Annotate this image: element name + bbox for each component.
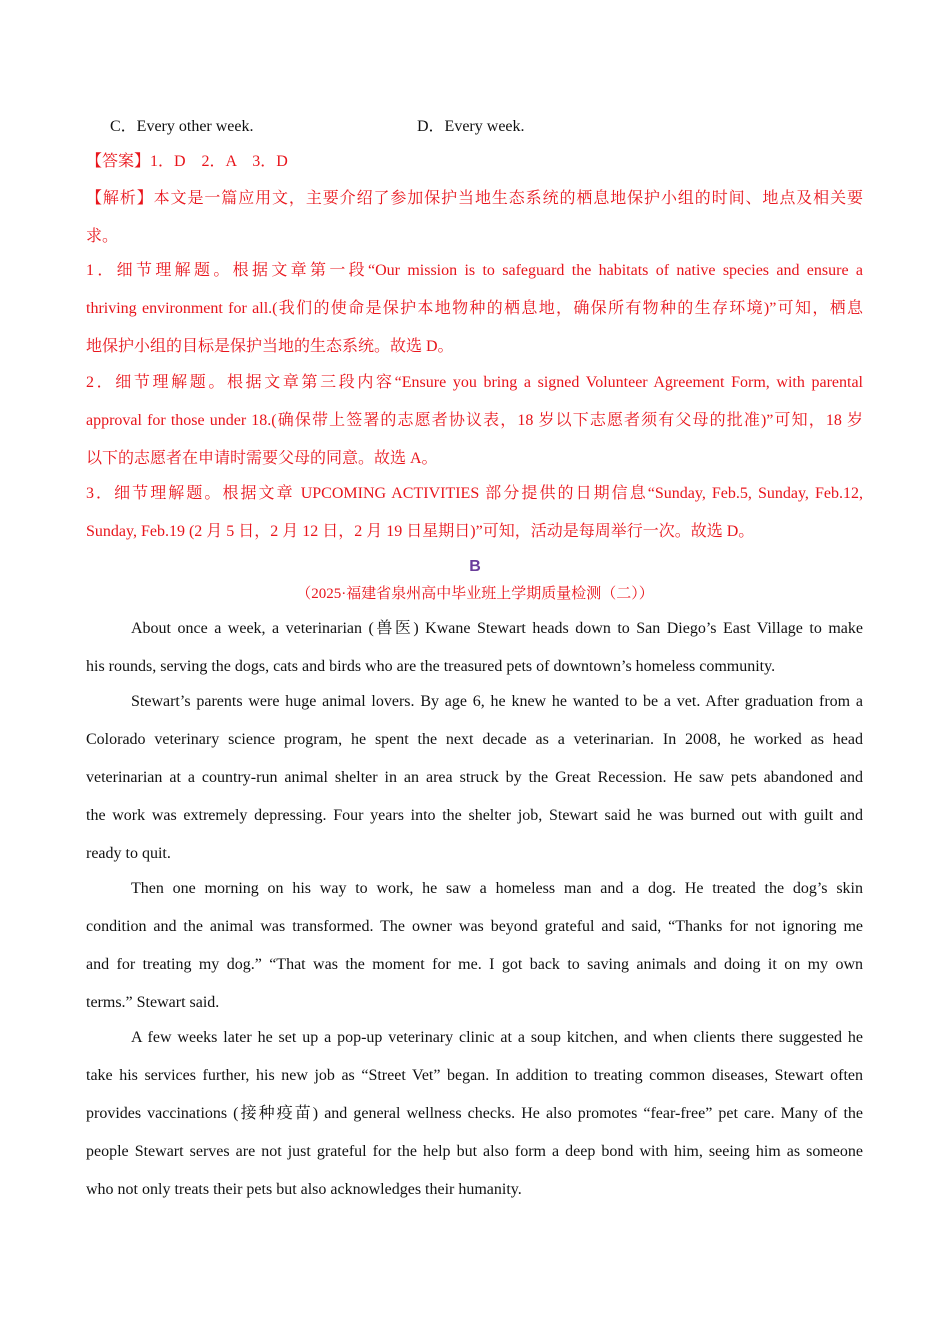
passage-p2-line-2: Colorado veterinary science program, he spent the next decade as a veterinarian. In 2008, he worked as head xyxy=(86,731,863,748)
analysis-item-1-line-2: thriving environment for all.(我们的使命是保护本地物种的栖息地，确保所有物种的生存环境)”可知，栖息 xyxy=(86,300,863,317)
analysis-intro-line-2: 求。 xyxy=(86,228,119,245)
passage-p4-line-4: people Stewart serves are not just grateful for the help but also form a deep bond with him, seeing him as someone xyxy=(86,1143,863,1160)
option-c: C．Every other week. xyxy=(110,118,254,135)
analysis-item-2-line-3: 以下的志愿者在申请时需要父母的同意。故选 A。 xyxy=(86,450,438,467)
analysis-item-1-line-1: 1．细节理解题。根据文章第一段“Our mission is to safeguard the habitats of native species and ensure a xyxy=(86,262,863,279)
section-letter: B xyxy=(469,558,481,575)
analysis-item-2-line-1: 2．细节理解题。根据文章第三段内容“Ensure you bring a signed Volunteer Agreement Form, with parental xyxy=(86,374,863,391)
passage-p4-line-5: who not only treats their pets but also acknowledges their humanity. xyxy=(86,1181,522,1198)
analysis-item-2-line-2: approval for those under 18.(确保带上签署的志愿者协议表，18 岁以下志愿者须有父母的批准)”可知，18 岁 xyxy=(86,412,863,429)
passage-p3-line-1: Then one morning on his way to work, he saw a homeless man and a dog. He treated the dog’s skin xyxy=(131,880,863,897)
passage-p2-line-4: the work was extremely depressing. Four years into the shelter job, Stewart said he was burned out with guilt and xyxy=(86,807,863,824)
analysis-item-1-line-3: 地保护小组的目标是保护当地的生态系统。故选 D。 xyxy=(86,338,454,355)
passage-p3-line-4: terms.” Stewart said. xyxy=(86,994,220,1011)
passage-p1-line-1: About once a week, a veterinarian (兽医) Kwane Stewart heads down to San Diego’s East Village to make xyxy=(131,620,863,637)
option-d: D．Every week. xyxy=(417,118,525,135)
passage-p4-line-2: take his services further, his new job as “Street Vet” began. In addition to treating common diseases, Stewart often xyxy=(86,1067,863,1084)
analysis-item-3-line-1: 3．细节理解题。根据文章 UPCOMING ACTIVITIES 部分提供的日期信息“Sunday, Feb.5, Sunday, Feb.12, xyxy=(86,485,863,502)
answer-line: 【答案】1．D 2．A 3．D xyxy=(86,153,288,170)
passage-p1-line-2: his rounds, serving the dogs, cats and birds who are the treasured pets of downtown’s homeless community. xyxy=(86,658,776,675)
passage-p3-line-3: and for treating my dog.” “That was the moment for me. I got back to saving animals and doing it on my own xyxy=(86,956,863,973)
passage-p2-line-5: ready to quit. xyxy=(86,845,171,862)
section-source: （2025·福建省泉州高中毕业班上学期质量检测（二）） xyxy=(296,586,654,602)
analysis-item-3-line-2: Sunday, Feb.19 (2 月 5 日，2 月 12 日，2 月 19 日星期日)”可知，活动是每周举行一次。故选 D。 xyxy=(86,523,755,540)
analysis-intro-line-1: 【解析】本文是一篇应用文，主要介绍了参加保护当地生态系统的栖息地保护小组的时间、地点及相关要 xyxy=(86,190,863,207)
passage-p2-line-3: veterinarian at a country-run animal shelter in an area struck by the Great Recession. He saw pets abandoned and xyxy=(86,769,863,786)
passage-p4-line-3: provides vaccinations (接种疫苗) and general wellness checks. He also promotes “fear-free” pet care. Many of the xyxy=(86,1105,863,1122)
passage-p3-line-2: condition and the animal was transformed. The owner was beyond grateful and said, “Thanks for not ignoring me xyxy=(86,918,863,935)
passage-p4-line-1: A few weeks later he set up a pop-up veterinary clinic at a soup kitchen, and when clients there suggested he xyxy=(131,1029,863,1046)
passage-p2-line-1: Stewart’s parents were huge animal lovers. By age 6, he knew he wanted to be a vet. After graduation from a xyxy=(131,693,863,710)
